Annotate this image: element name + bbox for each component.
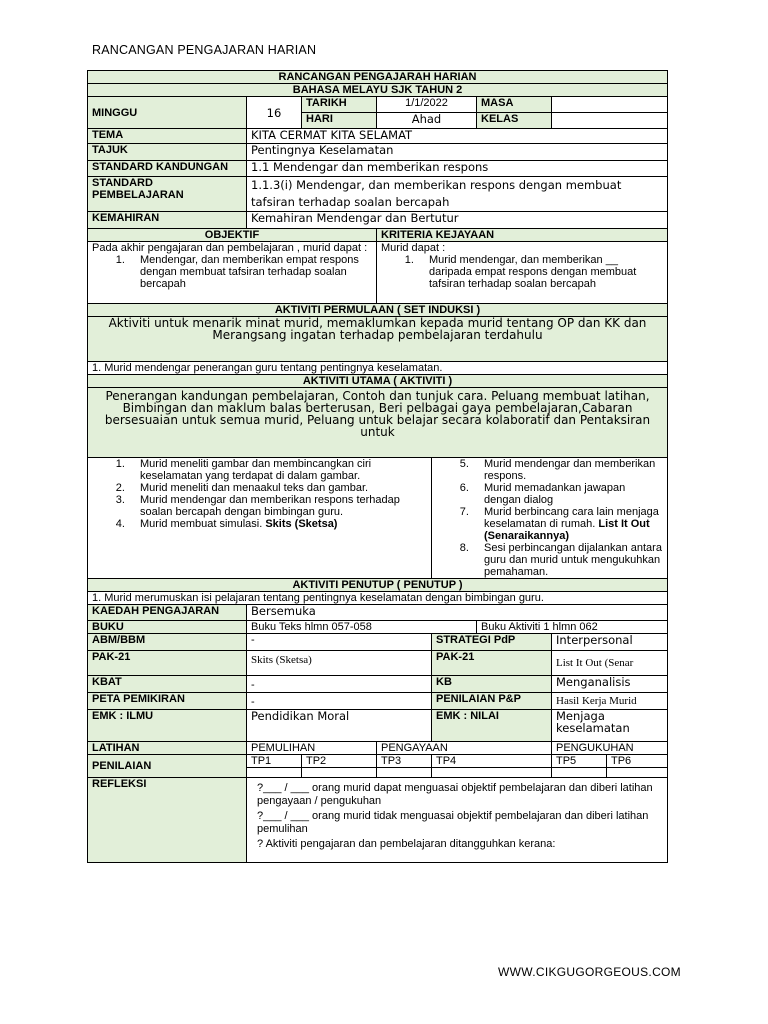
masa-value (552, 97, 668, 113)
strategi-label: STRATEGI PdP (432, 634, 552, 651)
tp4-box[interactable] (432, 768, 552, 778)
buku-label: BUKU (88, 621, 247, 634)
hari-value: Ahad (377, 113, 477, 129)
tp3-box[interactable] (377, 768, 432, 778)
pemulihan-label: PEMULIHAN (247, 742, 377, 755)
list-item (128, 458, 427, 482)
tp3-label: TP3 (377, 755, 432, 768)
sp-label: STANDARD PEMBELAJARAN (88, 177, 247, 212)
emk-ilmu-label: EMK : ILMU (88, 710, 247, 742)
peta-value: - (247, 693, 432, 710)
tp2-box[interactable] (302, 768, 377, 778)
kriteria-header: KRITERIA KEJAYAAN (377, 229, 668, 242)
tp1-label: TP1 (247, 755, 302, 768)
emk-nilai-label: EMK : NILAI (432, 710, 552, 742)
tp2-label: TP2 (302, 755, 377, 768)
minggu-label: MINGGU (88, 97, 247, 129)
pengayaan-label: PENGAYAAN (377, 742, 552, 755)
utama-left-cell (88, 458, 432, 579)
refleksi-cell (247, 778, 668, 863)
plan-subtitle: BAHASA MELAYU SJK TAHUN 2 (88, 84, 668, 97)
pak21-label: PAK-21 (88, 651, 247, 676)
utama-header: AKTIVITI UTAMA ( AKTIVITI ) (88, 375, 668, 388)
list-item-bold: List It Out (Senaraikannya) (484, 518, 650, 542)
tp6-box[interactable] (607, 768, 668, 778)
pak21-value: Skits (Sketsa) (247, 651, 432, 676)
penilaian-label: PENILAIAN (88, 755, 247, 778)
objektif-cell (88, 242, 377, 304)
refleksi-line-2: ?___ / ___ orang murid tidak menguasai objektif pembelajaran dan diberi latihan pemulihan (257, 810, 649, 835)
list-item: 1. Murid mendengar, dan memberikan __ daripada empat respons dengan membuat tafsiran terhadap soalan bercapah (417, 254, 663, 290)
kb-value: Menganalisis (552, 676, 668, 693)
list-item-text: Murid mendengar dan memberikan respons terhadap soalan bercapah dengan bimbingan guru. (140, 494, 400, 518)
refleksi-label: REFLEKSI (88, 778, 247, 863)
kriteria-intro: Murid dapat : (381, 242, 446, 254)
buku-teks: Buku Teks hlmn 057-058 (247, 621, 477, 634)
kaedah-label: KAEDAH PENGAJARAN (88, 605, 247, 621)
buku-aktiviti: Buku Aktiviti 1 hlmn 062 (477, 621, 668, 634)
list-item (128, 518, 427, 530)
utama-right-cell (432, 458, 668, 579)
tp6-label: TP6 (607, 755, 668, 768)
page-header: RANCANGAN PENGAJARAN HARIAN (92, 43, 317, 57)
tema-label: TEMA (88, 129, 247, 144)
objektif-list (92, 254, 372, 290)
objektif-intro: Pada akhir pengajaran dan pembelajaran , murid dapat : (92, 242, 368, 254)
pengukuhan-label: PENGUKUHAN (552, 742, 668, 755)
tajuk-value: Pentingnya Keselamatan (247, 144, 668, 161)
masa-label: MASA (477, 97, 552, 113)
lesson-plan-table (87, 70, 668, 863)
kriteria-cell (377, 242, 668, 304)
tp4-label: TP4 (432, 755, 552, 768)
list-item-text: Murid mendengar dan memberikan respons. (484, 458, 656, 482)
abm-value: - (247, 634, 432, 651)
tp1-box[interactable] (247, 768, 302, 778)
list-item-text: Murid meneliti gambar dan membincangkan ciri keselamatan yang terdapat di dalam gambar. (140, 458, 372, 482)
permulaan-header: AKTIVITI PERMULAAN ( SET INDUKSI ) (88, 304, 668, 317)
permulaan-step: 1. Murid mendengar penerangan guru tentang pentingnya keselamatan. (88, 362, 668, 375)
kriteria-list (381, 254, 663, 290)
abm-label: ABM/BBM (88, 634, 247, 651)
pak21b-value: List It Out (Senar (552, 651, 668, 676)
tema-value: KITA CERMAT KITA SELAMAT (247, 129, 668, 144)
list-item-text: Murid memadankan jawapan dengan dialog (484, 482, 626, 506)
penilaian-pp-value: Hasil Kerja Murid (552, 693, 668, 710)
pak21b-label: PAK-21 (432, 651, 552, 676)
objektif-header: OBJEKTIF (88, 229, 377, 242)
kaedah-value: Bersemuka (247, 605, 668, 621)
tp5-label: TP5 (552, 755, 607, 768)
penutup-header: AKTIVITI PENUTUP ( PENUTUP ) (88, 579, 668, 592)
list-item-text: Murid berbincang cara lain menjaga keselamatan di rumah. (484, 506, 659, 530)
refleksi-line-1: ?___ / ___ orang murid dapat menguasai objektif pembelajaran dan diberi latihan pengayaan / pengukuhan (257, 782, 653, 807)
tarikh-label: TARIKH (302, 97, 377, 113)
list-item (472, 542, 663, 578)
kemahiran-value: Kemahiran Mendengar dan Bertutur (247, 212, 668, 229)
emk-ilmu-value: Pendidikan Moral (247, 710, 432, 742)
utama-left-list (92, 458, 427, 530)
utama-right-list (436, 458, 663, 578)
kbat-value: - (247, 676, 432, 693)
penutup-step: 1. Murid merumuskan isi pelajaran tentang pentingnya keselamatan dengan bimbingan guru. (88, 592, 668, 605)
list-item (472, 458, 663, 482)
kelas-value (552, 113, 668, 129)
list-item (128, 482, 427, 494)
list-item-text: Sesi perbincangan dijalankan antara guru dan murid untuk mengukuhkan pemahaman. (484, 542, 662, 578)
sk-value: 1.1 Mendengar dan memberikan respons (247, 161, 668, 177)
minggu-value: 16 (247, 97, 302, 129)
tp5-box[interactable] (552, 768, 607, 778)
plan-title: RANCANGAN PENGAJARAH HARIAN (88, 71, 668, 84)
kb-label: KB (432, 676, 552, 693)
permulaan-description: Aktiviti untuk menarik minat murid, memaklumkan kepada murid tentang OP dan KK dan Merangsang ingatan terhadap pembelajaran terdahulu (88, 317, 668, 362)
utama-description: Penerangan kandungan pembelajaran, Contoh dan tunjuk cara. Peluang membuat latihan, Bimbingan dan maklum balas berterusan, Beri pelbagai gaya pembelajaran,Cabaran bersesuaian untuk semua murid, Peluang untuk belajar secara kolaboratif dan Pentaksiran untuk (88, 388, 668, 458)
refleksi-line-3: ? Aktiviti pengajaran dan pembelajaran ditangguhkan kerana: (257, 838, 556, 850)
sk-label: STANDARD KANDUNGAN (88, 161, 247, 177)
kemahiran-label: KEMAHIRAN (88, 212, 247, 229)
hari-label: HARI (302, 113, 377, 129)
list-item (472, 482, 663, 506)
list-item-bold: Skits (Sketsa) (265, 518, 338, 530)
latihan-label: LATIHAN (88, 742, 247, 755)
list-item: 1. Mendengar, dan memberikan empat respons dengan membuat tafsiran terhadap soalan bercapah (128, 254, 372, 290)
penilaian-pp-label: PENILAIAN P&P (432, 693, 552, 710)
kbat-label: KBAT (88, 676, 247, 693)
list-item-text: Murid meneliti dan menaakul teks dan gambar. (140, 482, 369, 494)
kelas-label: KELAS (477, 113, 552, 129)
peta-label: PETA PEMIKIRAN (88, 693, 247, 710)
footer-url: WWW.CIKGUGORGEOUS.COM (498, 965, 681, 979)
list-item-text: Murid membuat simulasi. (140, 518, 266, 530)
tajuk-label: TAJUK (88, 144, 247, 161)
tarikh-value: 1/1/2022 (377, 97, 477, 113)
list-item (472, 506, 663, 542)
emk-nilai-value: Menjaga keselamatan (552, 710, 668, 742)
list-item (128, 494, 427, 518)
sp-value: 1.1.3(i) Mendengar, dan memberikan respons dengan membuat tafsiran terhadap soalan bercapah (247, 177, 668, 212)
strategi-value: Interpersonal (552, 634, 668, 651)
